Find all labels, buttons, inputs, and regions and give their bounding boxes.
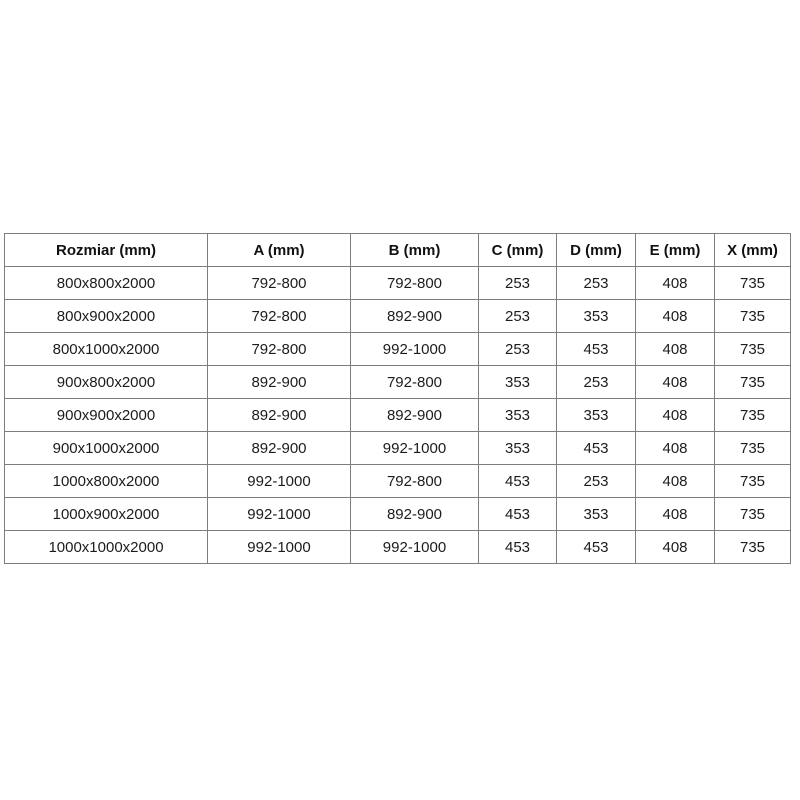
table-row bbox=[5, 366, 791, 399]
column-header-c: C (mm) bbox=[479, 234, 557, 267]
dimension-value-cell: 353 bbox=[479, 399, 557, 432]
size-cell: 900x800x2000 bbox=[5, 366, 208, 399]
dimension-value-cell: 992-1000 bbox=[208, 531, 351, 564]
dimension-value-cell: 892-900 bbox=[351, 498, 479, 531]
dimension-value-cell: 992-1000 bbox=[351, 333, 479, 366]
dimension-value-cell: 353 bbox=[557, 399, 636, 432]
dimension-value-cell: 792-800 bbox=[351, 267, 479, 300]
dimension-value-cell: 735 bbox=[715, 531, 791, 564]
dimension-value-cell: 735 bbox=[715, 300, 791, 333]
dimension-value-cell: 453 bbox=[479, 465, 557, 498]
dimension-value-cell: 453 bbox=[557, 333, 636, 366]
dimension-value-cell: 892-900 bbox=[208, 399, 351, 432]
dimension-value-cell: 735 bbox=[715, 432, 791, 465]
dimension-value-cell: 353 bbox=[479, 432, 557, 465]
dimension-value-cell: 735 bbox=[715, 465, 791, 498]
dimension-value-cell: 792-800 bbox=[351, 465, 479, 498]
column-header-a: A (mm) bbox=[208, 234, 351, 267]
dimension-value-cell: 253 bbox=[557, 465, 636, 498]
dimension-value-cell: 253 bbox=[479, 300, 557, 333]
dimension-value-cell: 992-1000 bbox=[351, 531, 479, 564]
dimension-value-cell: 408 bbox=[636, 399, 715, 432]
table-row bbox=[5, 399, 791, 432]
column-header-rozmiar: Rozmiar (mm) bbox=[5, 234, 208, 267]
size-cell: 1000x900x2000 bbox=[5, 498, 208, 531]
table-row bbox=[5, 333, 791, 366]
dimension-value-cell: 735 bbox=[715, 333, 791, 366]
column-header-x: X (mm) bbox=[715, 234, 791, 267]
size-cell: 800x1000x2000 bbox=[5, 333, 208, 366]
table-header-row bbox=[5, 234, 791, 267]
dimension-value-cell: 253 bbox=[479, 333, 557, 366]
dimension-value-cell: 792-800 bbox=[208, 333, 351, 366]
dimension-value-cell: 408 bbox=[636, 531, 715, 564]
table-row bbox=[5, 432, 791, 465]
table-row bbox=[5, 498, 791, 531]
dimension-value-cell: 992-1000 bbox=[351, 432, 479, 465]
dimension-value-cell: 735 bbox=[715, 267, 791, 300]
dimension-value-cell: 453 bbox=[479, 531, 557, 564]
dimension-value-cell: 353 bbox=[557, 300, 636, 333]
table-body bbox=[5, 267, 791, 564]
size-cell: 900x1000x2000 bbox=[5, 432, 208, 465]
dimension-value-cell: 892-900 bbox=[208, 366, 351, 399]
size-cell: 1000x800x2000 bbox=[5, 465, 208, 498]
dimension-value-cell: 408 bbox=[636, 267, 715, 300]
size-cell: 900x900x2000 bbox=[5, 399, 208, 432]
dimension-value-cell: 408 bbox=[636, 432, 715, 465]
dimension-value-cell: 408 bbox=[636, 465, 715, 498]
table-row bbox=[5, 267, 791, 300]
size-cell: 800x900x2000 bbox=[5, 300, 208, 333]
dimension-value-cell: 735 bbox=[715, 399, 791, 432]
dimension-value-cell: 792-800 bbox=[351, 366, 479, 399]
dimension-value-cell: 253 bbox=[557, 267, 636, 300]
size-cell: 1000x1000x2000 bbox=[5, 531, 208, 564]
table-row bbox=[5, 465, 791, 498]
dimension-value-cell: 408 bbox=[636, 366, 715, 399]
table-row bbox=[5, 300, 791, 333]
dimension-value-cell: 253 bbox=[479, 267, 557, 300]
dimension-value-cell: 892-900 bbox=[351, 399, 479, 432]
dimension-value-cell: 353 bbox=[479, 366, 557, 399]
dimension-value-cell: 735 bbox=[715, 366, 791, 399]
dimension-value-cell: 253 bbox=[557, 366, 636, 399]
table-row bbox=[5, 531, 791, 564]
dimension-value-cell: 992-1000 bbox=[208, 465, 351, 498]
dimension-value-cell: 792-800 bbox=[208, 267, 351, 300]
dimension-value-cell: 792-800 bbox=[208, 300, 351, 333]
dimension-value-cell: 892-900 bbox=[208, 432, 351, 465]
dimension-value-cell: 453 bbox=[557, 432, 636, 465]
dimension-value-cell: 453 bbox=[479, 498, 557, 531]
column-header-e: E (mm) bbox=[636, 234, 715, 267]
size-cell: 800x800x2000 bbox=[5, 267, 208, 300]
column-header-d: D (mm) bbox=[557, 234, 636, 267]
dimension-value-cell: 408 bbox=[636, 300, 715, 333]
dimension-value-cell: 353 bbox=[557, 498, 636, 531]
dimension-value-cell: 992-1000 bbox=[208, 498, 351, 531]
dimension-value-cell: 408 bbox=[636, 498, 715, 531]
column-header-b: B (mm) bbox=[351, 234, 479, 267]
dimension-value-cell: 453 bbox=[557, 531, 636, 564]
dimension-value-cell: 892-900 bbox=[351, 300, 479, 333]
dimensions-spec-table bbox=[4, 233, 791, 564]
dimension-value-cell: 408 bbox=[636, 333, 715, 366]
dimension-value-cell: 735 bbox=[715, 498, 791, 531]
